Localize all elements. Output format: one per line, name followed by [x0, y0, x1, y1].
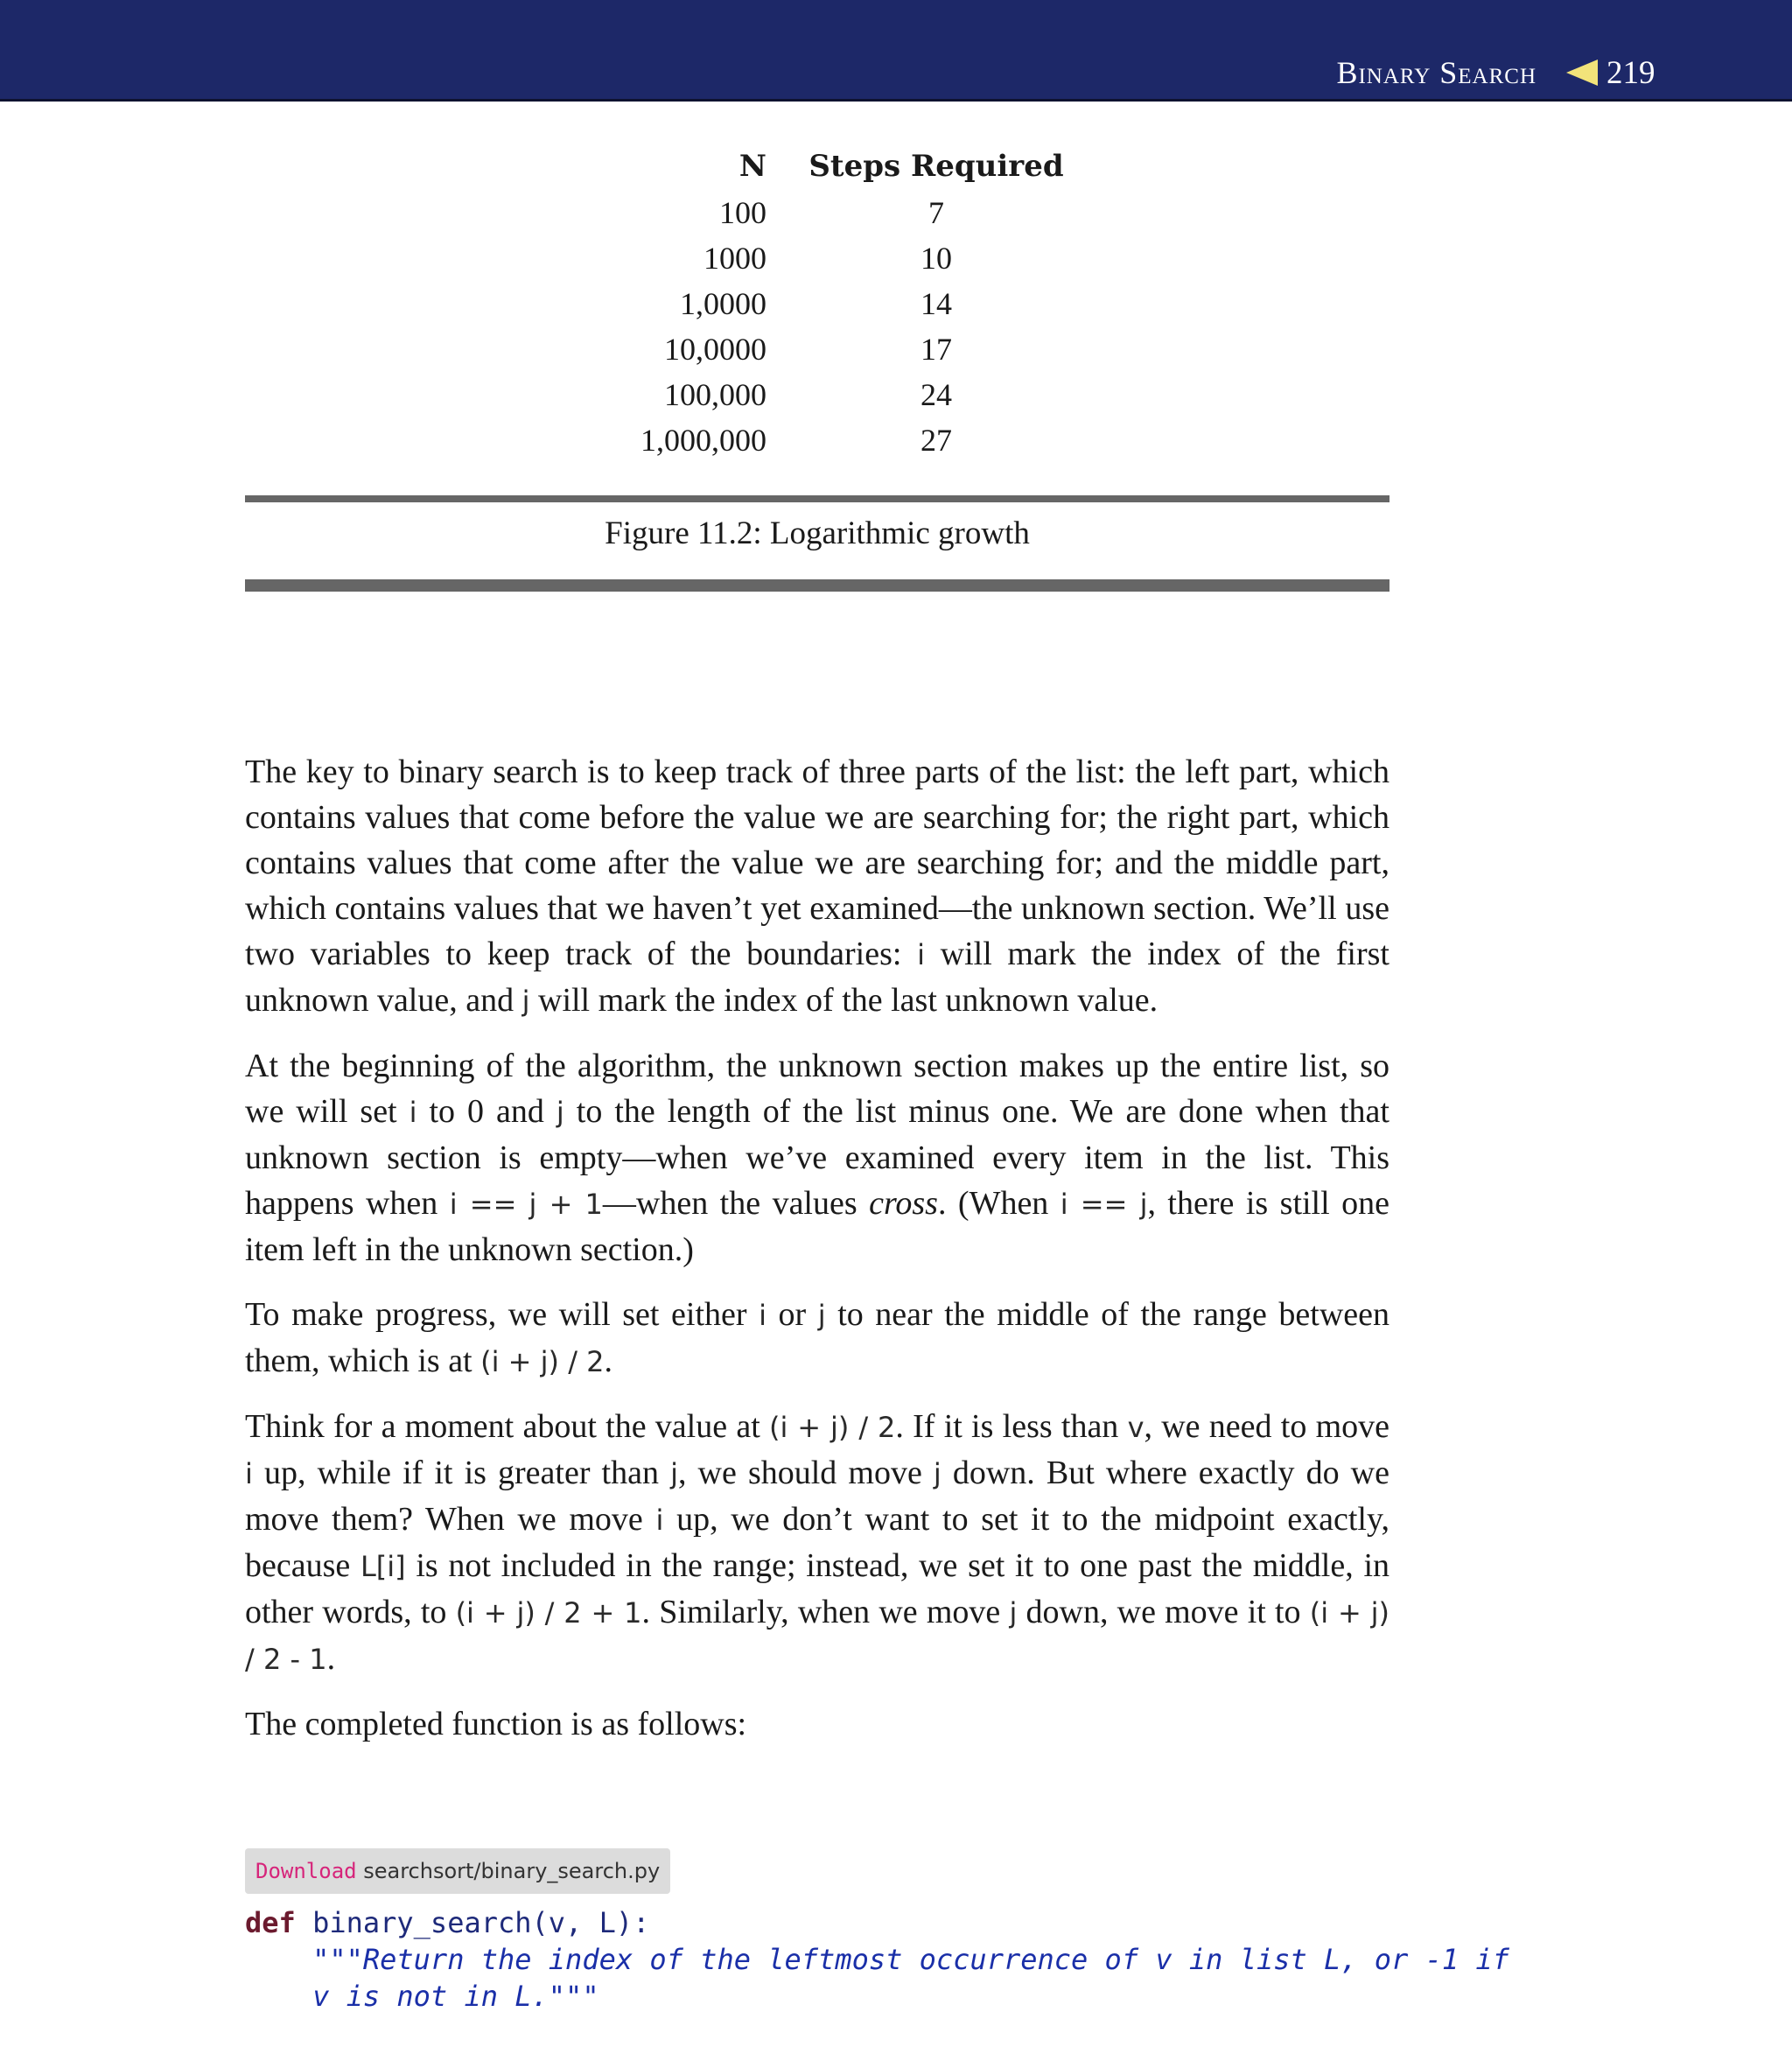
column-header-n: N [738, 149, 766, 184]
download-link[interactable] [245, 1848, 670, 1894]
paragraph-1: The key to binary search is to keep track of three parts of the list: the left part, which contains values that come before the value we are searching for; the right part, which contains values that come after the value we are searching for; and the middle part, which contains values that we haven’t yet examined—the unknown section. We’ll use two variables to keep track of the boundaries: i will mark the index of the first unknown value, and j will mark the index of the last unknown value. [245, 754, 1390, 1019]
table-row [0, 194, 1792, 240]
figure-rule-bottom [245, 579, 1390, 592]
table-cell-steps: 14 [920, 286, 952, 321]
code-inline: j [556, 1096, 564, 1129]
download-path: searchsort/binary_search.py [363, 1859, 661, 1883]
code-inline: i [655, 1504, 664, 1537]
triangle-arrow-icon [1566, 60, 1598, 86]
table-row [0, 331, 1792, 376]
code-block [245, 1904, 1509, 2015]
table-row [0, 376, 1792, 422]
code-inline: j [817, 1299, 826, 1332]
code-docstring-line-2: v is not in L.""" [312, 1980, 599, 2013]
code-inline: j [522, 985, 530, 1018]
code-inline: i [245, 1457, 253, 1490]
page-number: 219 [1606, 55, 1656, 91]
table-cell-n: 10,0000 [664, 332, 766, 367]
table-row [0, 240, 1792, 285]
code-inline: (i + j) / 2 [480, 1345, 605, 1378]
paragraph-3: To make progress, we will set either i or j to near the middle of the range between them, which is at (i + j) / 2. [245, 1296, 1390, 1379]
code-signature: binary_search(v, L): [295, 1906, 650, 1939]
running-head: Binary Search [1336, 55, 1536, 90]
body-text [245, 749, 1390, 1766]
table-cell-steps: 17 [920, 332, 952, 367]
code-inline: i [409, 1096, 417, 1129]
paragraph-4: Think for a moment about the value at (i + j) / 2. If it is less than v, we need to move i up, while if it is greater than j, we should move j down. But where exactly do we move them? When we move i up, we don’t want to set it to the midpoint exactly, because L[i] is not included in the range; instead, we set it to one past the middle, in other words, to (i + j) / 2 + 1. Similarly, when we move j down, we move it to (i + j) / 2 - 1. [245, 1408, 1390, 1677]
page-header [0, 0, 1792, 102]
paragraph-2: At the beginning of the algorithm, the unknown section makes up the entire list, so we will set i to 0 and j to the length of the list minus one. We are done when that unknown section is empty—when we’ve examined every item in the list. This happens when i == j + 1—when the values cross. (When i == j, there is still one item left in the unknown section.) [245, 1048, 1390, 1268]
table-cell-steps: 10 [920, 241, 952, 276]
code-inline: j [670, 1457, 678, 1490]
table-cell-n: 100 [719, 195, 766, 230]
table-header-row [0, 149, 1792, 194]
code-inline: i [759, 1299, 766, 1332]
figure-rule-top [245, 495, 1390, 502]
column-header-steps: Steps Required [808, 149, 1064, 184]
code-inline: j [1009, 1596, 1018, 1630]
code-inline: j [933, 1457, 942, 1490]
code-inline: i == j [1060, 1188, 1148, 1221]
table-cell-steps: 27 [920, 423, 952, 458]
table-row [0, 422, 1792, 467]
code-inline: (i + j) / 2 - 1 [245, 1596, 1390, 1676]
table-cell-steps: 7 [928, 195, 944, 230]
code-keyword: def [245, 1906, 296, 1939]
code-inline: i [917, 938, 925, 971]
paragraph-5: The completed function is as follows: [245, 1706, 747, 1742]
code-inline: (i + j) / 2 + 1 [455, 1596, 642, 1630]
code-inline: v [1127, 1411, 1144, 1444]
table-row [0, 285, 1792, 331]
table-cell-n: 1000 [704, 241, 766, 276]
download-label: Download [256, 1859, 357, 1883]
emphasis: cross [869, 1185, 938, 1222]
table-cell-steps: 24 [920, 377, 952, 412]
code-inline: i == j + 1 [449, 1188, 603, 1221]
table-cell-n: 1,000,000 [640, 423, 766, 458]
code-inline: (i + j) / 2 [769, 1411, 896, 1444]
code-inline: L[i] [360, 1550, 406, 1583]
figure-caption: Figure 11.2: Logarithmic growth [605, 515, 1030, 551]
code-docstring-line-1: """Return the index of the leftmost occurrence of v in list L, or -1 if [312, 1943, 1509, 1976]
table-cell-n: 1,0000 [680, 286, 766, 321]
table-cell-n: 100,000 [664, 377, 766, 412]
